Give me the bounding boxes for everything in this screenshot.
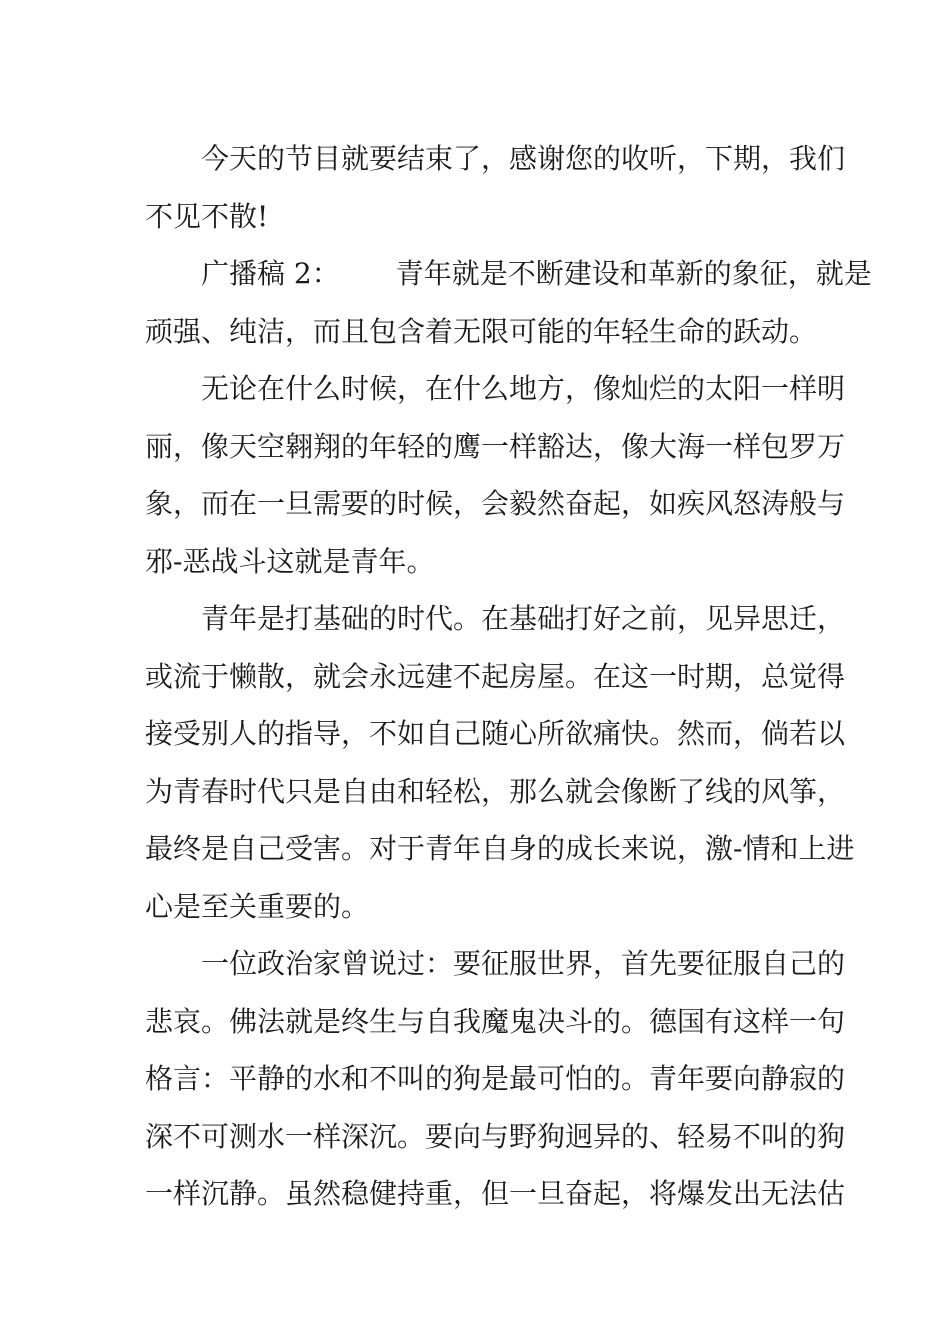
body-text: [145, 130, 872, 1223]
text-line: 最终是自己受害。对于青年自身的成长来说，激-情和上进: [145, 832, 855, 865]
text-line: 丽，像天空翱翔的年轻的鹰一样豁达，像大海一样包罗万: [145, 429, 846, 463]
text-line: 为青春时代只是自由和轻松，那么就会像断了线的风筝，: [145, 774, 846, 808]
paragraph-foundation: [145, 590, 855, 935]
paragraph-closing: [145, 130, 846, 245]
text-line: 顽强、纯洁，而且包含着无限可能的年轻生命的跃动。: [145, 314, 818, 348]
text-line: 青年是打基础的时代。在基础打好之前，见异思迁，: [201, 602, 846, 635]
text-line: 或流于懒散，就会永远建不起房屋。在这一时期，总觉得: [145, 659, 846, 693]
section-label: 广播稿 2：: [201, 257, 340, 290]
text-line: 无论在什么时候，在什么地方，像灿烂的太阳一样明: [201, 372, 846, 405]
paragraph-broadcast-2: [145, 245, 872, 360]
text-line: 不见不散!: [145, 199, 269, 233]
text-line: 一位政治家曾说过：要征服世界，首先要征服自己的: [201, 947, 846, 980]
text-line: 悲哀。佛法就是终生与自我魔鬼决斗的。德国有这样一句: [145, 1004, 846, 1038]
text-line: 接受别人的指导，不如自己随心所欲痛快。然而，倘若以: [145, 717, 846, 750]
text-line: 今天的节目就要结束了，感谢您的收听，下期，我们: [201, 142, 846, 175]
text-line: 象，而在一旦需要的时候，会毅然奋起，如疾风怒涛般与: [145, 487, 846, 520]
text-line: 一样沉静。虽然稳健持重，但一旦奋起，将爆发出无法估: [145, 1177, 846, 1210]
paragraph-youth-anytime: [145, 360, 846, 590]
text-line: 心是至关重要的。: [145, 889, 370, 923]
text-line: 邪-恶战斗这就是青年。: [145, 544, 435, 578]
text-line: 广播稿 2： 青年就是不断建设和革新的象征，就是: [201, 257, 872, 290]
paragraph-statesman: [145, 935, 846, 1223]
text-line: 深不可测水一样深沉。要向与野狗迥异的、轻易不叫的狗: [145, 1119, 846, 1153]
text-line: 格言：平静的水和不叫的狗是最可怕的。青年要向静寂的: [145, 1062, 846, 1095]
